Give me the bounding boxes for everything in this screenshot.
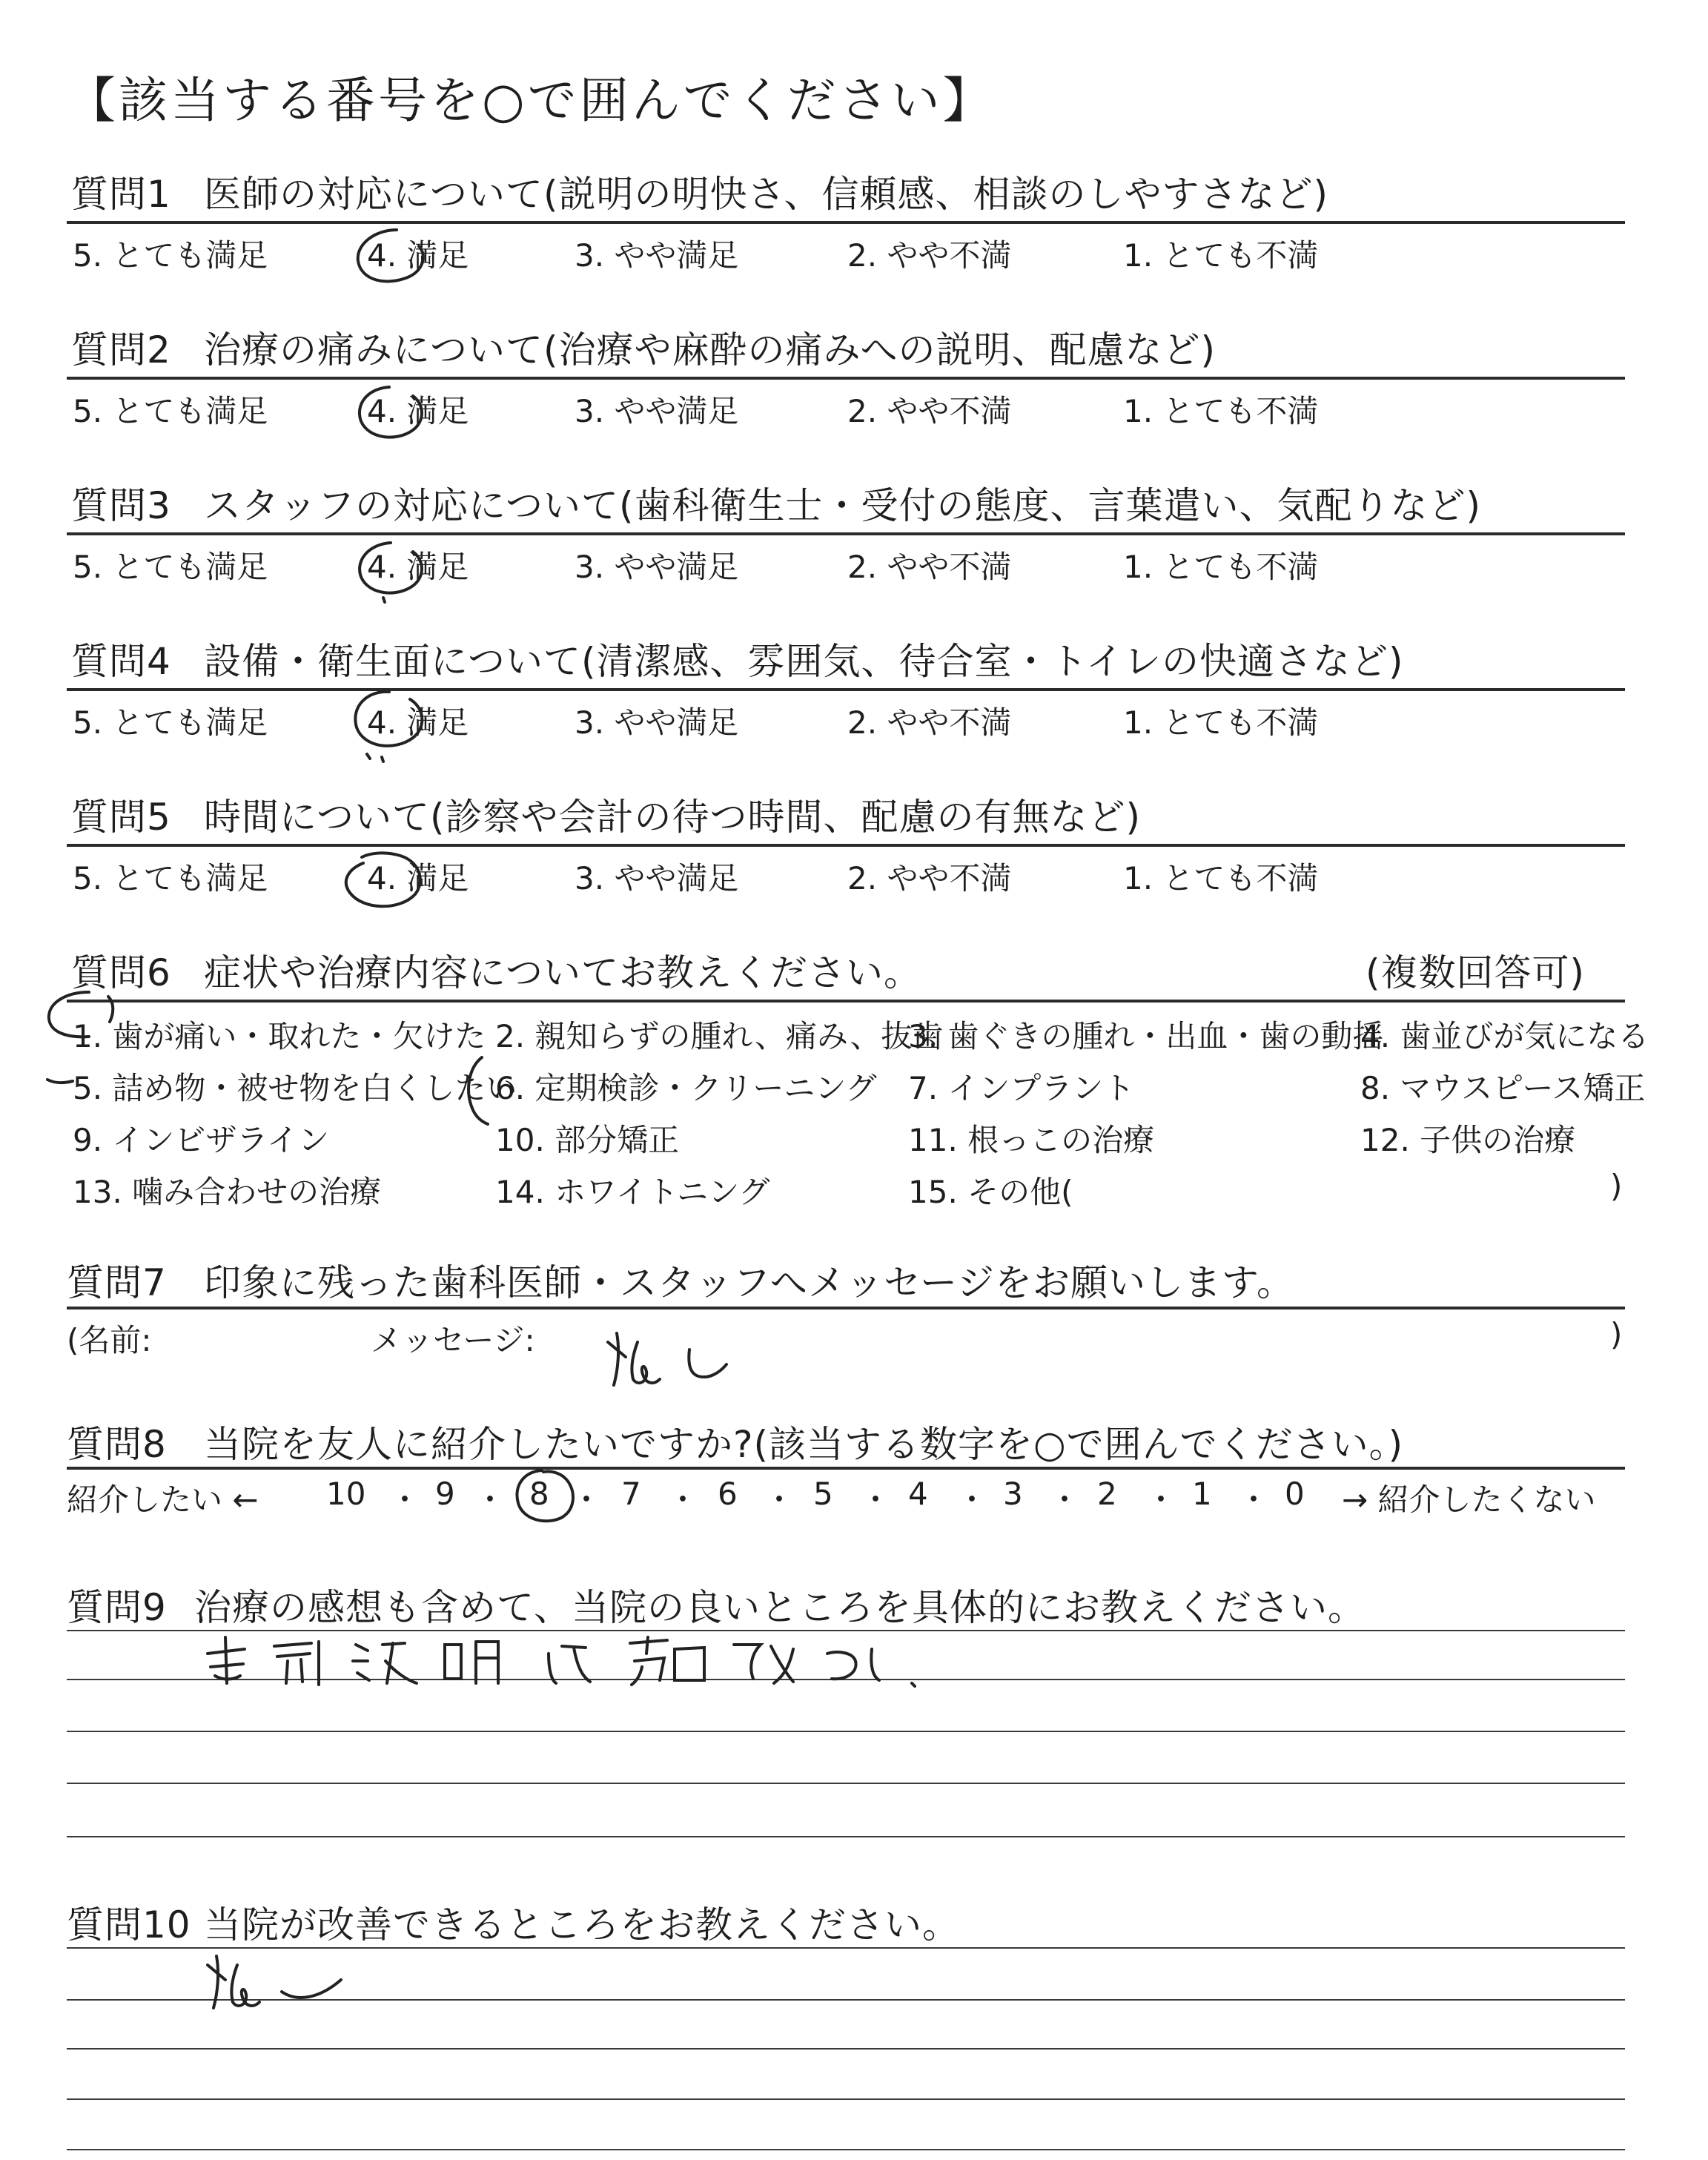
q8-scale-3[interactable]: 3 bbox=[1003, 1476, 1023, 1512]
q6-selection-marks bbox=[37, 986, 126, 1120]
q1-option-5[interactable]: 5. とても満足 bbox=[73, 237, 268, 274]
q6-note: (複数回答可) bbox=[1366, 951, 1586, 994]
q6-item-14[interactable]: 14. ホワイトニング bbox=[495, 1174, 770, 1210]
q7-text: 印象に残った歯科医師・スタッフへメッセージをお願いします。 bbox=[204, 1261, 1294, 1304]
q9-answer-line bbox=[67, 1783, 1625, 1784]
q2-label: 質問2 bbox=[71, 328, 171, 371]
q5-text: 時間について(診察や会計の待つ時間、配慮の有無など) bbox=[204, 796, 1142, 839]
q10-text: 当院が改善できるところをお教えください。 bbox=[204, 1903, 960, 1946]
q8-scale-5[interactable]: 5 bbox=[813, 1476, 833, 1512]
q1-option-3[interactable]: 3. やや満足 bbox=[575, 237, 739, 274]
q4-option-3[interactable]: 3. やや満足 bbox=[575, 704, 739, 741]
q10-answer-line bbox=[67, 2048, 1625, 2050]
q7-label: 質問7 bbox=[67, 1261, 167, 1304]
q3-option-1[interactable]: 1. とても不満 bbox=[1123, 549, 1319, 585]
q8-scale-0[interactable]: 0 bbox=[1285, 1476, 1305, 1512]
q3-selection-circle bbox=[345, 526, 441, 608]
q8-scale-2[interactable]: 2 bbox=[1097, 1476, 1117, 1512]
q8-separator: ・ bbox=[1049, 1482, 1081, 1518]
q10-answer-line bbox=[67, 2149, 1625, 2150]
q4-label: 質問4 bbox=[71, 640, 171, 683]
q3-text: スタッフの対応について(歯科衛生士・受付の態度、言葉遣い、気配りなど) bbox=[204, 484, 1482, 527]
q9-label: 質問9 bbox=[67, 1586, 167, 1629]
q9-handwritten-answer bbox=[200, 1631, 949, 1698]
q8-scale-6[interactable]: 6 bbox=[718, 1476, 738, 1512]
q8-separator: ・ bbox=[860, 1482, 892, 1518]
q8-separator: ・ bbox=[389, 1482, 421, 1518]
q8-separator: ・ bbox=[667, 1482, 699, 1518]
q8-rule bbox=[67, 1467, 1625, 1470]
q8-scale-4[interactable]: 4 bbox=[908, 1476, 928, 1512]
q8-right-label: → 紹介したくない bbox=[1342, 1482, 1596, 1518]
q6-item-2[interactable]: 2. 親知らずの腫れ、痛み、抜歯 bbox=[495, 1018, 944, 1054]
q5-selection-circle bbox=[319, 830, 445, 919]
q2-option-4[interactable]: 4. 満足 bbox=[367, 393, 469, 429]
q9-text: 治療の感想も含めて、当院の良いところを具体的にお教えください。 bbox=[194, 1586, 1366, 1629]
q6-item-3[interactable]: 3. 歯ぐきの腫れ・出血・歯の動揺 bbox=[908, 1018, 1384, 1054]
q4-text: 設備・衛生面について(清潔感、雰囲気、待合室・トイレの快適さなど) bbox=[204, 640, 1404, 683]
q6-item-13[interactable]: 13. 噛み合わせの治療 bbox=[73, 1174, 382, 1210]
q7-rule bbox=[67, 1307, 1625, 1309]
q6-item-7[interactable]: 7. インプラント bbox=[908, 1070, 1135, 1106]
q8-separator: ・ bbox=[956, 1482, 988, 1518]
q6-label: 質問6 bbox=[71, 951, 171, 994]
q7-handwritten-message bbox=[600, 1327, 741, 1394]
q8-separator: ・ bbox=[764, 1482, 795, 1518]
q7-close-paren: ) bbox=[1610, 1316, 1623, 1353]
q6-item-1[interactable]: 1. 歯が痛い・取れた・欠けた bbox=[73, 1018, 486, 1054]
q4-option-5[interactable]: 5. とても満足 bbox=[73, 704, 268, 741]
q3-option-2[interactable]: 2. やや不満 bbox=[847, 549, 1012, 585]
q8-separator: ・ bbox=[571, 1482, 603, 1518]
q4-rule bbox=[67, 688, 1625, 691]
q6-item-10[interactable]: 10. 部分矯正 bbox=[495, 1122, 680, 1158]
q8-scale-8[interactable]: 8 bbox=[529, 1476, 549, 1512]
q6-text: 症状や治療内容についてお教えください。 bbox=[204, 951, 921, 994]
q8-scale-7[interactable]: 7 bbox=[621, 1476, 641, 1512]
q2-selection-circle bbox=[345, 371, 441, 452]
q5-option-2[interactable]: 2. やや不満 bbox=[847, 860, 1012, 896]
q7-name-label: (名前: bbox=[67, 1322, 152, 1358]
q7-message-label: メッセージ: bbox=[371, 1322, 535, 1358]
q2-option-3[interactable]: 3. やや満足 bbox=[575, 393, 739, 429]
q8-separator: ・ bbox=[1238, 1482, 1270, 1518]
q5-option-3[interactable]: 3. やや満足 bbox=[575, 860, 739, 896]
q2-option-1[interactable]: 1. とても不満 bbox=[1123, 393, 1319, 429]
q10-handwritten-answer bbox=[200, 1950, 363, 2017]
q8-separator: ・ bbox=[1145, 1482, 1177, 1518]
q6-item-8[interactable]: 8. マウスピース矯正 bbox=[1360, 1070, 1646, 1106]
q6-rule bbox=[67, 1000, 1625, 1003]
q3-rule bbox=[67, 532, 1625, 535]
q6-item-6-selection-mark bbox=[460, 1053, 504, 1135]
q1-option-4[interactable]: 4. 満足 bbox=[367, 237, 469, 274]
q8-selection-circle bbox=[508, 1464, 582, 1531]
q6-item-9[interactable]: 9. インビザライン bbox=[73, 1122, 330, 1158]
q10-answer-line bbox=[67, 1947, 1625, 1949]
q4-selection-circle bbox=[337, 671, 448, 767]
q3-option-3[interactable]: 3. やや満足 bbox=[575, 549, 739, 585]
q2-text: 治療の痛みについて(治療や麻酔の痛みへの説明、配慮など) bbox=[204, 328, 1217, 371]
q6-item-6[interactable]: 6. 定期検診・クリーニング bbox=[495, 1070, 877, 1106]
q3-label: 質問3 bbox=[71, 484, 171, 527]
q3-option-5[interactable]: 5. とても満足 bbox=[73, 549, 268, 585]
q4-option-2[interactable]: 2. やや不満 bbox=[847, 704, 1012, 741]
q5-option-4[interactable]: 4. 満足 bbox=[367, 860, 469, 896]
q1-rule bbox=[67, 221, 1625, 224]
q3-option-4[interactable]: 4. 満足 bbox=[367, 549, 469, 585]
q6-item-15[interactable]: 15. その他( bbox=[908, 1174, 1073, 1210]
q5-option-1[interactable]: 1. とても不満 bbox=[1123, 860, 1319, 896]
q5-label: 質問5 bbox=[71, 796, 171, 839]
q4-option-4[interactable]: 4. 満足 bbox=[367, 704, 469, 741]
q8-scale-9[interactable]: 9 bbox=[435, 1476, 455, 1512]
q1-text: 医師の対応について(説明の明快さ、信頼感、相談のしやすさなど) bbox=[204, 173, 1329, 216]
page-title: 【該当する番号を○で囲んでください】 bbox=[67, 72, 995, 129]
q6-item-12[interactable]: 12. 子供の治療 bbox=[1360, 1122, 1576, 1158]
q6-item-5[interactable]: 5. 詰め物・被せ物を白くしたい bbox=[73, 1070, 517, 1106]
q2-rule bbox=[67, 377, 1625, 380]
q1-selection-circle bbox=[345, 215, 441, 297]
q8-label: 質問8 bbox=[67, 1423, 167, 1466]
q8-scale-1[interactable]: 1 bbox=[1192, 1476, 1212, 1512]
q6-item-15-close: ) bbox=[1610, 1168, 1623, 1204]
q2-option-2[interactable]: 2. やや不満 bbox=[847, 393, 1012, 429]
q5-option-5[interactable]: 5. とても満足 bbox=[73, 860, 268, 896]
q1-option-1[interactable]: 1. とても不満 bbox=[1123, 237, 1319, 274]
q9-answer-line bbox=[67, 1836, 1625, 1837]
q8-separator: ・ bbox=[474, 1482, 506, 1518]
q8-scale-10[interactable]: 10 bbox=[326, 1476, 366, 1512]
q6-item-11[interactable]: 11. 根っこの治療 bbox=[908, 1122, 1155, 1158]
q1-option-2[interactable]: 2. やや不満 bbox=[847, 237, 1012, 274]
q1-label: 質問1 bbox=[71, 173, 171, 216]
q4-option-1[interactable]: 1. とても不満 bbox=[1123, 704, 1319, 741]
q2-option-5[interactable]: 5. とても満足 bbox=[73, 393, 268, 429]
q5-rule bbox=[67, 844, 1625, 847]
q8-text: 当院を友人に紹介したいですか?(該当する数字を○で囲んでください。) bbox=[204, 1423, 1404, 1466]
q9-answer-line bbox=[67, 1731, 1625, 1732]
q6-item-4[interactable]: 4. 歯並びが気になる bbox=[1360, 1018, 1649, 1054]
q10-answer-line bbox=[67, 2098, 1625, 2100]
q8-left-label: 紹介したい ← bbox=[67, 1482, 259, 1518]
q10-label: 質問10 bbox=[67, 1903, 191, 1946]
